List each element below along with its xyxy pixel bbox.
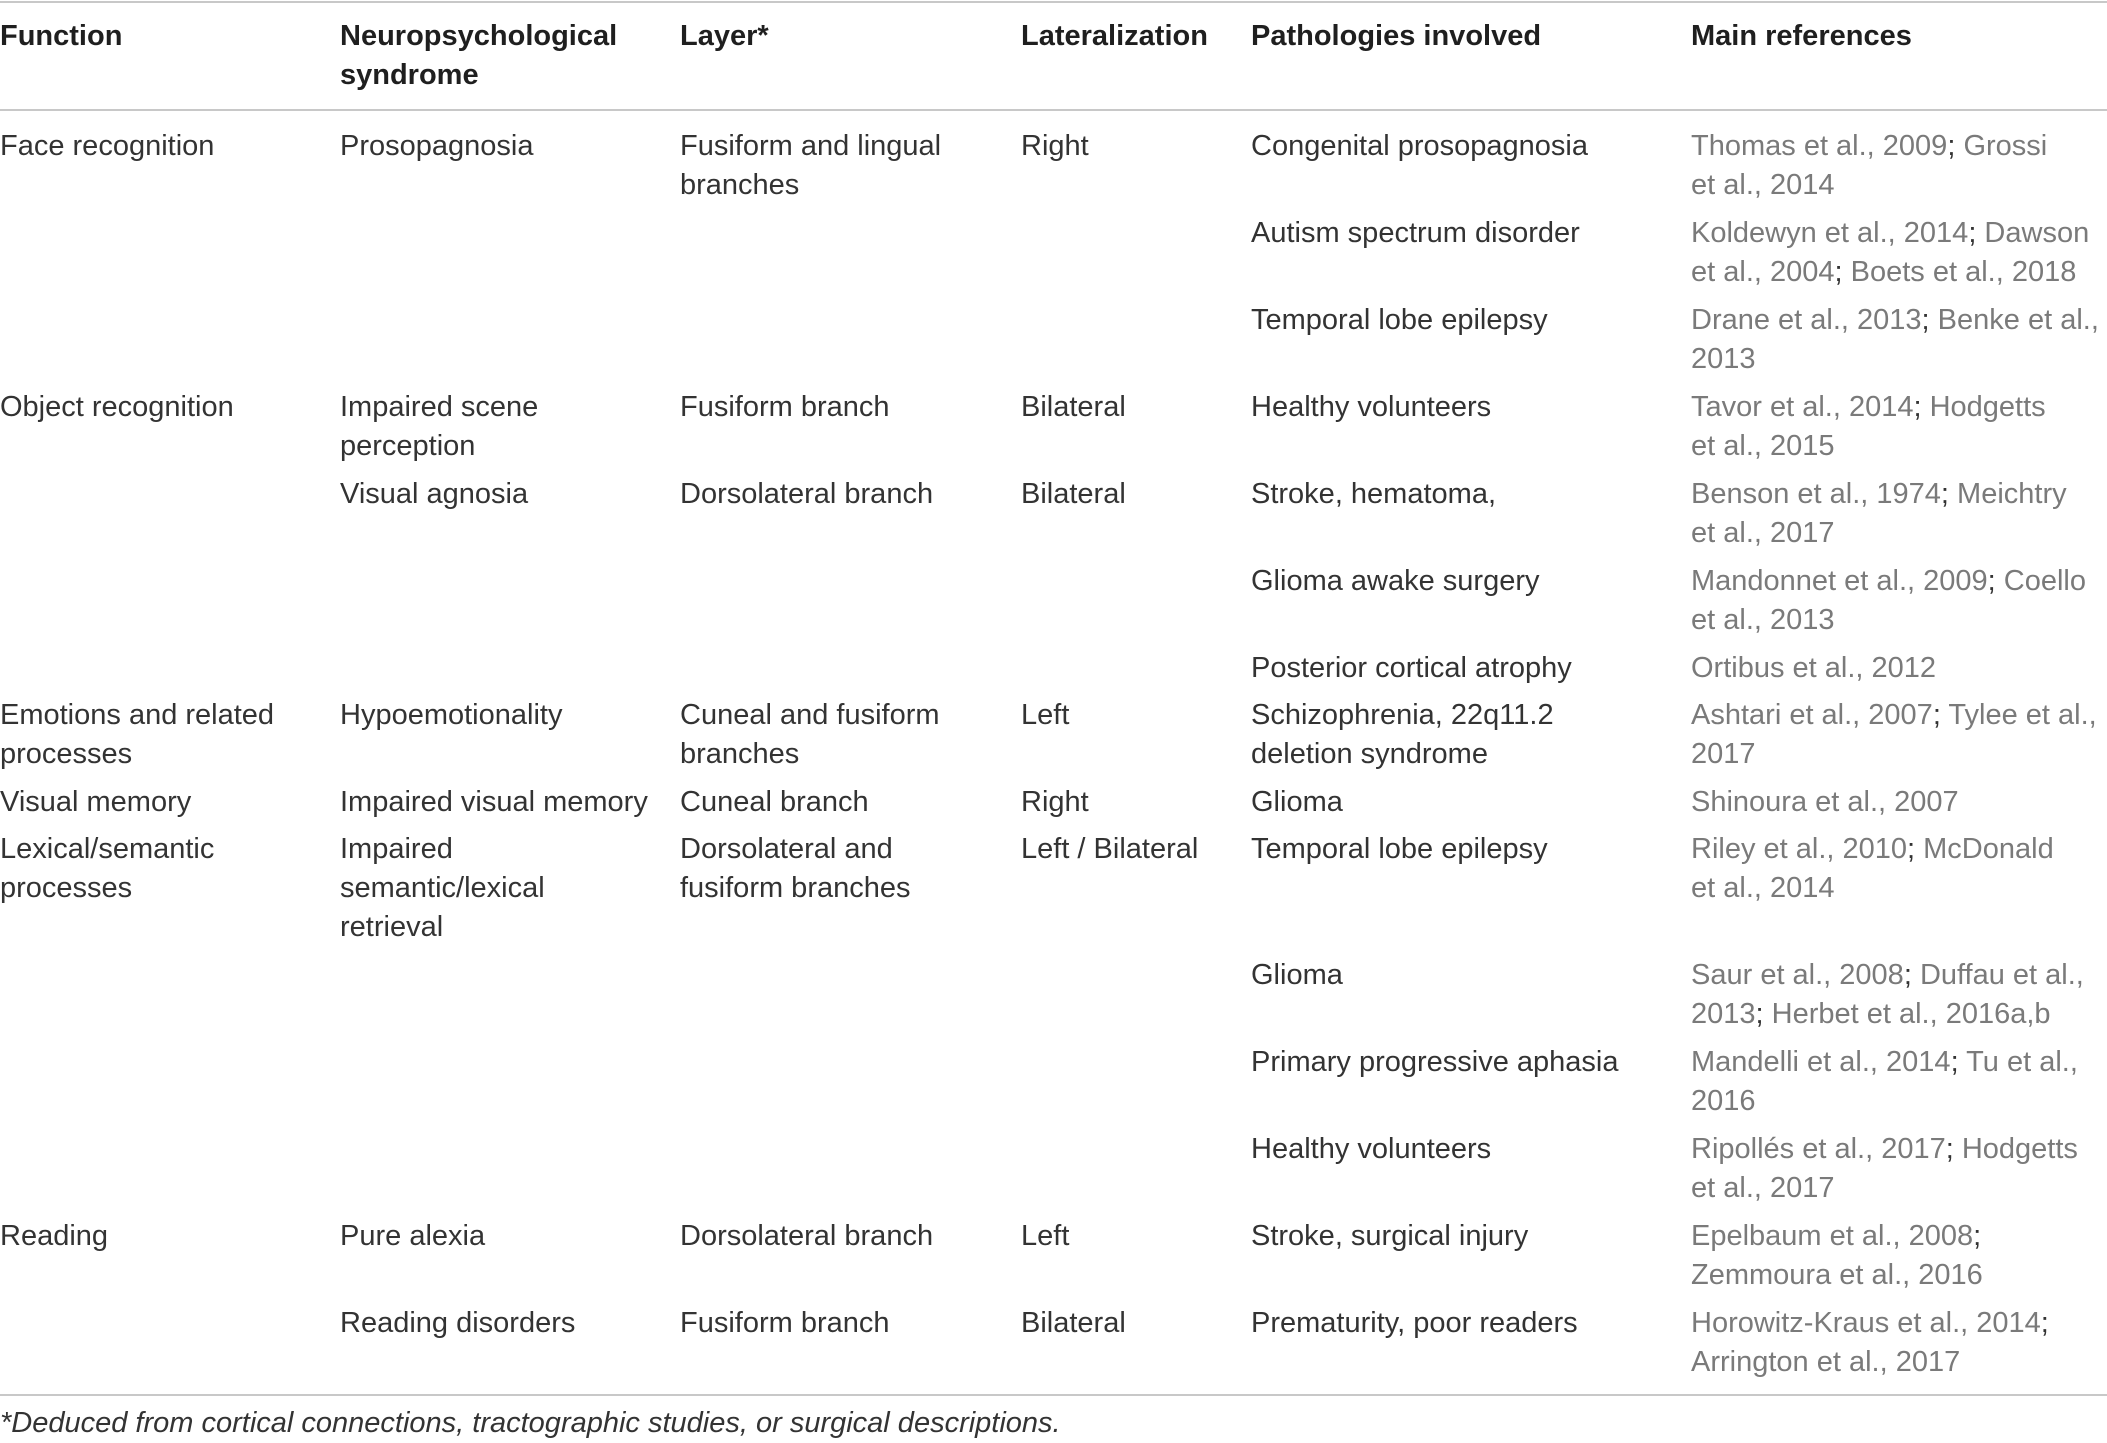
layer-cell: Dorsolateral branch (680, 1220, 934, 1252)
function-cell: Emotions and related processes (0, 699, 275, 770)
reference-cell: Epelbaum et al., 2008; Zemmoura et al., 2016 (1691, 1220, 1983, 1291)
reference-cell: Ripollés et al., 2017; Hodgetts et al., 2017 (1691, 1133, 2078, 1204)
reference-cell: Shinoura et al., 2007 (1691, 786, 1959, 818)
table-top-rule (0, 1, 2107, 3)
syndrome-cell: Impaired scene perception (340, 391, 539, 462)
lateralization-cell: Bilateral (1021, 1307, 1126, 1339)
pathology-cell: Stroke, surgical injury (1251, 1220, 1529, 1252)
layer-cell: Fusiform and lingual branches (680, 130, 942, 201)
function-cell: Face recognition (0, 130, 215, 162)
lateralization-cell: Left / Bilateral (1021, 833, 1199, 865)
syndrome-cell: Impaired semantic/lexical retrieval (340, 833, 545, 943)
layer-cell: Fusiform branch (680, 391, 890, 423)
lateralization-cell: Right (1021, 130, 1089, 162)
reference-cell: Tavor et al., 2014; Hodgetts et al., 2015 (1691, 391, 2046, 462)
header-lateralization: Lateralization (1021, 20, 1208, 52)
syndrome-cell: Pure alexia (340, 1220, 486, 1252)
reference-cell: Saur et al., 2008; Duffau et al., 2013; Herbet et al., 2016a,b (1691, 959, 2084, 1030)
pathology-cell: Glioma awake surgery (1251, 565, 1540, 597)
lateralization-cell: Bilateral (1021, 478, 1126, 510)
lateralization-cell: Right (1021, 786, 1089, 818)
reference-cell: Benson et al., 1974; Meichtry et al., 2017 (1691, 478, 2067, 549)
reference-cell: Mandonnet et al., 2009; Coello et al., 2013 (1691, 565, 2087, 636)
pathology-cell: Glioma (1251, 959, 1343, 991)
table-bottom-rule (0, 1394, 2107, 1396)
pathology-cell: Congenital prosopagnosia (1251, 130, 1588, 162)
pathology-cell: Stroke, hematoma, (1251, 478, 1496, 510)
function-cell: Reading (0, 1220, 109, 1252)
layer-cell: Cuneal branch (680, 786, 869, 818)
layer-cell: Dorsolateral branch (680, 478, 934, 510)
syndrome-cell: Impaired visual memory (340, 786, 648, 818)
reference-cell: Ortibus et al., 2012 (1691, 652, 1937, 684)
lateralization-cell: Bilateral (1021, 391, 1126, 423)
function-cell: Visual memory (0, 786, 192, 818)
syndrome-cell: Hypoemotionality (340, 699, 563, 731)
reference-cell: Mandelli et al., 2014; Tu et al., 2016 (1691, 1046, 2078, 1117)
reference-cell: Thomas et al., 2009; Grossi et al., 2014 (1691, 130, 2048, 201)
pathology-cell: Autism spectrum disorder (1251, 217, 1580, 249)
syndrome-cell: Prosopagnosia (340, 130, 534, 162)
function-cell: Lexical/semantic processes (0, 833, 215, 904)
syndrome-cell: Visual agnosia (340, 478, 529, 510)
pathology-cell: Temporal lobe epilepsy (1251, 833, 1548, 865)
header-syndrome: Neuropsychological syndrome (340, 20, 618, 91)
header-function: Function (0, 20, 123, 52)
pathology-cell: Glioma (1251, 786, 1343, 818)
pathology-cell: Schizophrenia, 22q11.2 deletion syndrome (1251, 699, 1554, 770)
reference-cell: Koldewyn et al., 2014; Dawson et al., 2004; Boets et al., 2018 (1691, 217, 2090, 288)
table-footnote: *Deduced from cortical connections, tractographic studies, or surgical descriptions. (0, 1407, 1061, 1439)
reference-cell: Horowitz-Kraus et al., 2014; Arrington et al., 2017 (1691, 1307, 2049, 1378)
layer-cell: Dorsolateral and fusiform branches (680, 833, 911, 904)
header-layer: Layer* (680, 20, 769, 52)
header-pathologies: Pathologies involved (1251, 20, 1542, 52)
pathology-cell: Prematurity, poor readers (1251, 1307, 1578, 1339)
pathology-cell: Healthy volunteers (1251, 391, 1492, 423)
pathology-cell: Temporal lobe epilepsy (1251, 304, 1548, 336)
syndrome-cell: Reading disorders (340, 1307, 576, 1339)
layer-cell: Fusiform branch (680, 1307, 890, 1339)
table-header-rule (0, 109, 2107, 111)
reference-cell: Ashtari et al., 2007; Tylee et al., 2017 (1691, 699, 2097, 770)
pathology-cell: Primary progressive aphasia (1251, 1046, 1619, 1078)
layer-cell: Cuneal and fusiform branches (680, 699, 940, 770)
pathology-cell: Posterior cortical atrophy (1251, 652, 1572, 684)
pathology-cell: Healthy volunteers (1251, 1133, 1492, 1165)
lateralization-cell: Left (1021, 1220, 1070, 1252)
header-references: Main references (1691, 20, 1912, 52)
reference-cell: Drane et al., 2013; Benke et al., 2013 (1691, 304, 2099, 375)
function-cell: Object recognition (0, 391, 234, 423)
reference-cell: Riley et al., 2010; McDonald et al., 2014 (1691, 833, 2054, 904)
lateralization-cell: Left (1021, 699, 1070, 731)
